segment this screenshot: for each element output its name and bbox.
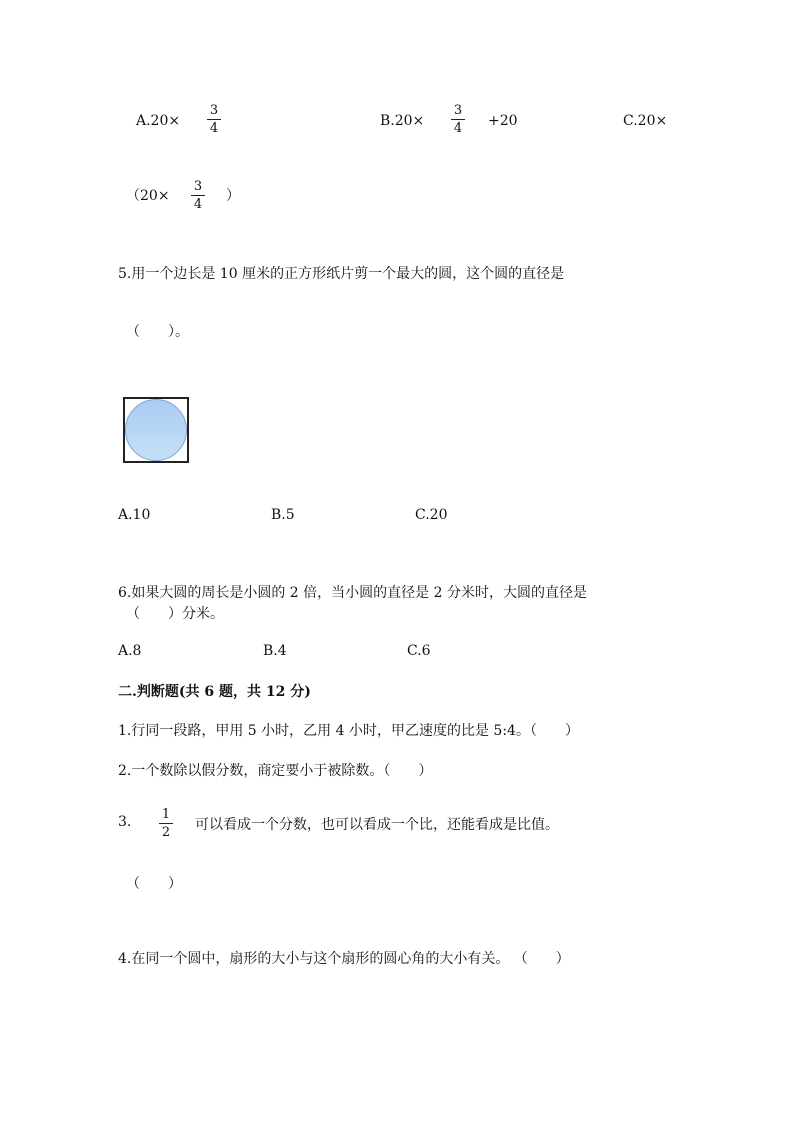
tf-item-3-number: 3.: [118, 814, 132, 830]
q6-question-text: 6.如果大圆的周长是小圆的 2 倍，当小圆的直径是 2 分米时，大圆的直径是: [118, 585, 587, 601]
fraction-denominator: 2: [161, 825, 171, 840]
fraction-denominator: 4: [453, 121, 463, 136]
fraction-numerator: 1: [161, 807, 171, 822]
q5-option-c: C.20: [415, 507, 448, 523]
fraction-bar: [207, 119, 221, 120]
q5-question-text: 5.用一个边长是 10 厘米的正方形纸片剪一个最大的圆，这个圆的直径是: [118, 266, 565, 282]
fraction-bar: [451, 119, 465, 120]
q4-option-b-suffix: +20: [488, 113, 518, 129]
q5-option-b: B.5: [271, 507, 295, 523]
fraction-bar: [159, 823, 173, 824]
q4-option-c-prefix: C.20×: [623, 113, 668, 129]
tf-item-3-fraction: [159, 808, 173, 839]
q4-option-a-fraction: [207, 104, 221, 135]
tf-item-4: 4.在同一个圆中，扇形的大小与这个扇形的圆心角的大小有关。 （ ）: [118, 951, 570, 967]
fraction-numerator: 3: [209, 103, 219, 118]
fraction-numerator: 3: [453, 103, 463, 118]
tf-item-2: 2.一个数除以假分数，商定要小于被除数。（ ）: [118, 763, 433, 779]
section-title: 二.判断题(共 6 题，共 12 分): [118, 684, 311, 700]
q5-answer-blank: （ ）。: [126, 324, 189, 340]
fraction-numerator: 3: [193, 179, 203, 194]
fraction-denominator: 4: [193, 197, 203, 212]
fraction-denominator: 4: [209, 121, 219, 136]
q4-option-b-prefix: B.20×: [380, 113, 425, 129]
tf-item-3-text: 可以看成一个分数，也可以看成一个比，还能看成是比值。: [195, 817, 559, 833]
q6-option-a: A.8: [118, 643, 142, 659]
q6-answer-blank: （ ）分米。: [126, 606, 224, 622]
fraction-bar: [191, 195, 205, 196]
q6-option-b: B.4: [263, 643, 287, 659]
q4-option-c-fraction: [191, 180, 205, 211]
square-with-circle-figure: [123, 397, 189, 463]
q5-option-a: A.10: [118, 507, 151, 523]
tf-item-3-blank: （ ）: [126, 876, 182, 892]
q4-option-a-prefix: A.20×: [136, 113, 181, 129]
q4-option-c-close: ）: [226, 188, 240, 204]
q6-option-c: C.6: [407, 643, 431, 659]
q4-option-b-fraction: [451, 104, 465, 135]
q4-option-c-continuation: （20×: [126, 188, 170, 204]
inscribed-circle: [125, 399, 187, 461]
tf-item-1: 1.行同一段路，甲用 5 小时，乙用 4 小时，甲乙速度的比是 5:4。（ ）: [118, 723, 579, 739]
